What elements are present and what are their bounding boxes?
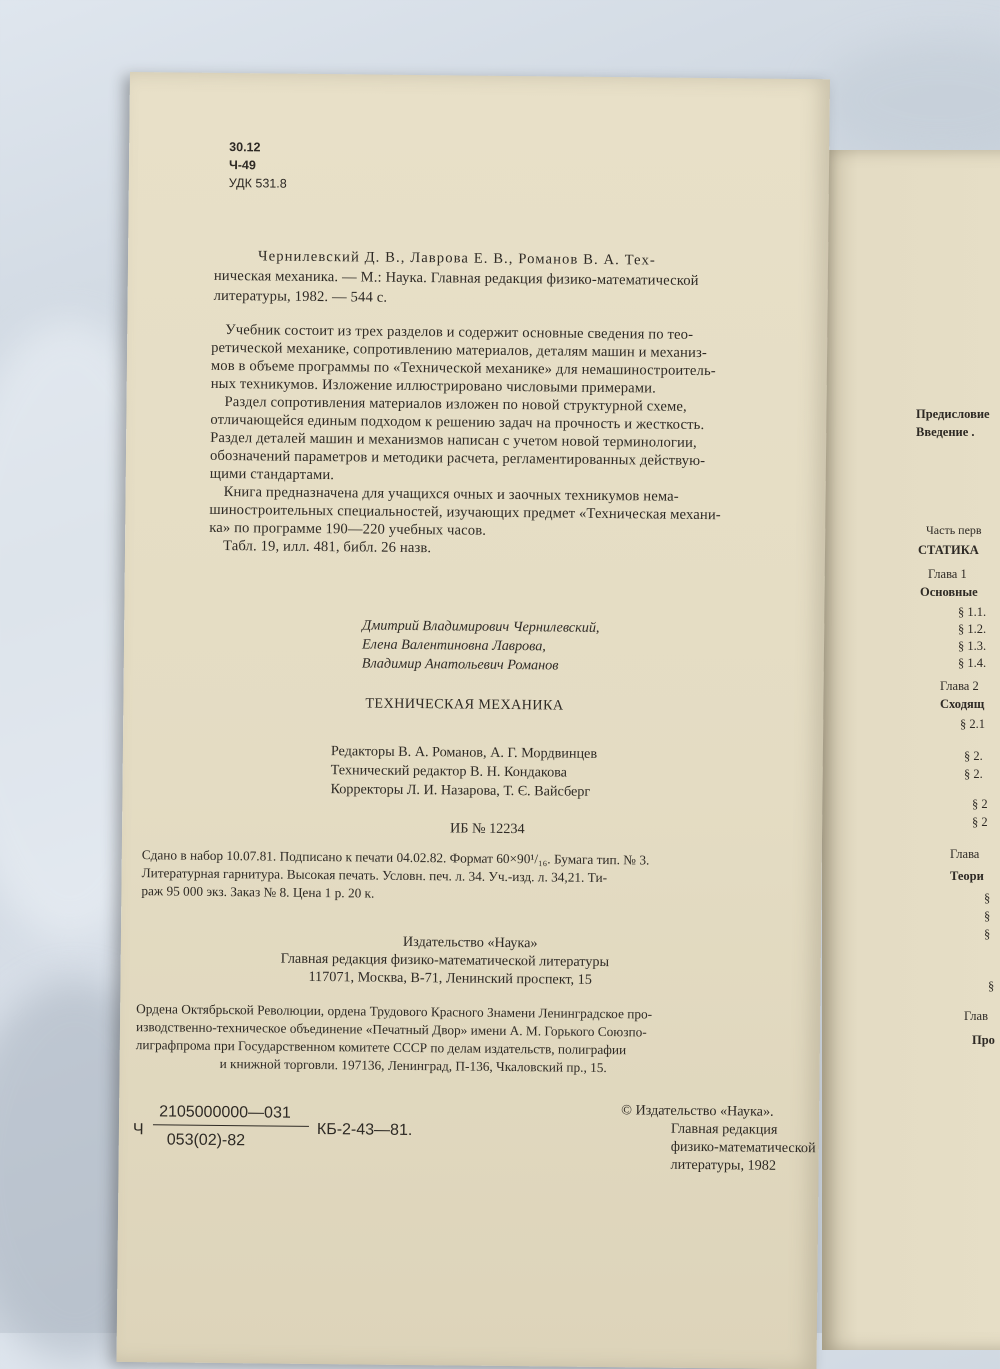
toc-item: Предисловие [916, 407, 990, 421]
toc-item: § 2. [964, 767, 983, 781]
printing-house-line: Ордена Октябрьской Революции, ордена Трудового Красного Знамени Ленинградское про- [136, 1001, 653, 1022]
toc-item: § 2. [964, 749, 983, 763]
publisher-line: Главная редакция физико-математической литературы [280, 950, 610, 971]
bibliography-line: литературы, 1982. — 544 с. [213, 287, 388, 306]
fraction-line [153, 1124, 309, 1127]
printing-house-line: и книжной торговли. 197136, Ленинград, П-136, Чкаловский пр., 15. [219, 1055, 607, 1076]
toc-item: § [988, 979, 995, 993]
toc-item: Глава [950, 847, 980, 861]
print-info-line: раж 95 000 экз. Заказ № 8. Цена 1 р. 20 к. [141, 883, 375, 901]
printing-house-line: изводственно-техническое объединение «Печатный Двор» имени А. М. Горького Союзпо- [135, 1019, 647, 1040]
annotation-line: ретической механике, сопротивлению материалов, деталям машин и механиз- [211, 339, 708, 362]
toc-item: § 1.3. [958, 639, 987, 653]
toc-item: Глава 2 [940, 679, 979, 693]
toc-item: § 1.2. [958, 622, 987, 636]
annotation-line: ка» по программе 190—220 учебных часов. [209, 519, 487, 539]
toc-item: § 1.1. [958, 605, 987, 619]
toc-item: § 2.1 [960, 717, 985, 731]
author-name: Дмитрий Владимирович Чернилевский, [362, 617, 600, 636]
annotation-line: ных техникумов. Изложение иллюстрировано числовыми примерами. [210, 375, 657, 397]
annotation-line: Табл. 19, илл. 481, библ. 26 назв. [222, 538, 432, 557]
toc-item: Сходящ [940, 697, 985, 711]
print-info-line: Литературная гарнитура. Высокая печать. Условн. печ. л. 34. Уч.-изд. л. 34,21. Ти- [141, 865, 608, 886]
bibliography-line: ническая механика. — М.: Наука. Главная редакция физико-математической [213, 267, 699, 289]
printing-house-line: лиграфпрома при Государственном комитете СССР по делам издательств, полиграфии [135, 1037, 627, 1058]
toc-item: § 2 [972, 797, 988, 811]
editors-line: Корректоры Л. И. Назарова, Т. Є. Вайсберг [330, 781, 591, 800]
imprint-page [116, 72, 829, 1369]
toc-item: СТАТИКА [918, 543, 979, 557]
author-mark: Ч-49 [228, 158, 256, 173]
toc-item: Введение . [916, 425, 975, 439]
copyright-line: © Издательство «Наука». [621, 1102, 774, 1120]
copyright-line: литературы, 1982 [670, 1156, 777, 1174]
toc-item: Основные [920, 585, 978, 599]
toc-item: Глав [964, 1009, 988, 1023]
editors-line: Технический редактор В. Н. Кондакова [330, 762, 568, 781]
publisher-line: 117071, Москва, В-71, Ленинский проспект, 15 [308, 968, 592, 988]
annotation-line: мов в объеме программы по «Технической механике» для немашиностроитель- [210, 357, 716, 380]
toc-item: § [984, 891, 991, 905]
copyright-line: физико-математической [670, 1138, 816, 1157]
book-title: ТЕХНИЧЕСКАЯ МЕХАНИКА [365, 695, 564, 714]
publisher-line: Издательство «Наука» [402, 933, 538, 952]
bibliography-line: Чернилевский Д. В., Лаврова Е. В., Романов В. А. Тех- [257, 248, 656, 269]
ib-number: ИБ № 12234 [450, 820, 525, 838]
annotation-line: Раздел деталей машин и механизмов написан с учетом новой терминологии, [210, 429, 697, 451]
print-info-line: Сдано в набор 10.07.81. Подписано к печати 04.02.82. Формат 60×90¹/₁₆. Бумага тип. № 3. [141, 847, 650, 868]
toc-item: § 1.4. [958, 656, 987, 670]
annotation-line: Учебник состоит из трех разделов и содержит основные сведения по тео- [225, 322, 694, 343]
author-name: Владимир Анатольевич Романов [361, 655, 559, 674]
right-page [822, 150, 1000, 1350]
author-name: Елена Валентиновна Лаврова, [361, 636, 546, 655]
annotation-line: щими стандартами. [209, 465, 335, 484]
toc-item: Теори [950, 869, 984, 883]
toc-item: § [984, 927, 991, 941]
annotation-line: отличающейся единым подходом к решению задач на прочность и жесткость. [210, 411, 705, 434]
toc-item: Глава 1 [928, 567, 967, 581]
code-prefix: Ч [132, 1121, 144, 1139]
annotation-line: Книга предназначена для учащихся очных и заочных техникумов нема- [223, 484, 679, 505]
toc-item: Про [972, 1033, 995, 1047]
code-numerator: 2105000000—031 [159, 1103, 291, 1122]
copyright-line: Главная редакция [670, 1120, 778, 1138]
annotation-line: шиностроительных специальностей, изучающих предмет «Техническая механи- [209, 501, 721, 524]
toc-item: Часть перв [926, 523, 982, 537]
annotation-line: обозначений параметров и методики расчета, регламентированных действую- [209, 447, 706, 470]
code-denominator: 053(02)-82 [166, 1131, 246, 1150]
udc-code: УДК 531.8 [228, 176, 287, 191]
fabric-background-fold [820, 40, 1000, 160]
toc-item: § [984, 909, 991, 923]
annotation-line: Раздел сопротивления материалов изложен по новой структурной схеме, [224, 394, 687, 415]
toc-item: § 2 [972, 815, 988, 829]
editors-line: Редакторы В. А. Романов, А. Г. Мордвинцев [330, 743, 598, 762]
code-suffix: КБ-2-43—81. [316, 1121, 413, 1140]
bbk-code: 30.12 [229, 140, 261, 155]
